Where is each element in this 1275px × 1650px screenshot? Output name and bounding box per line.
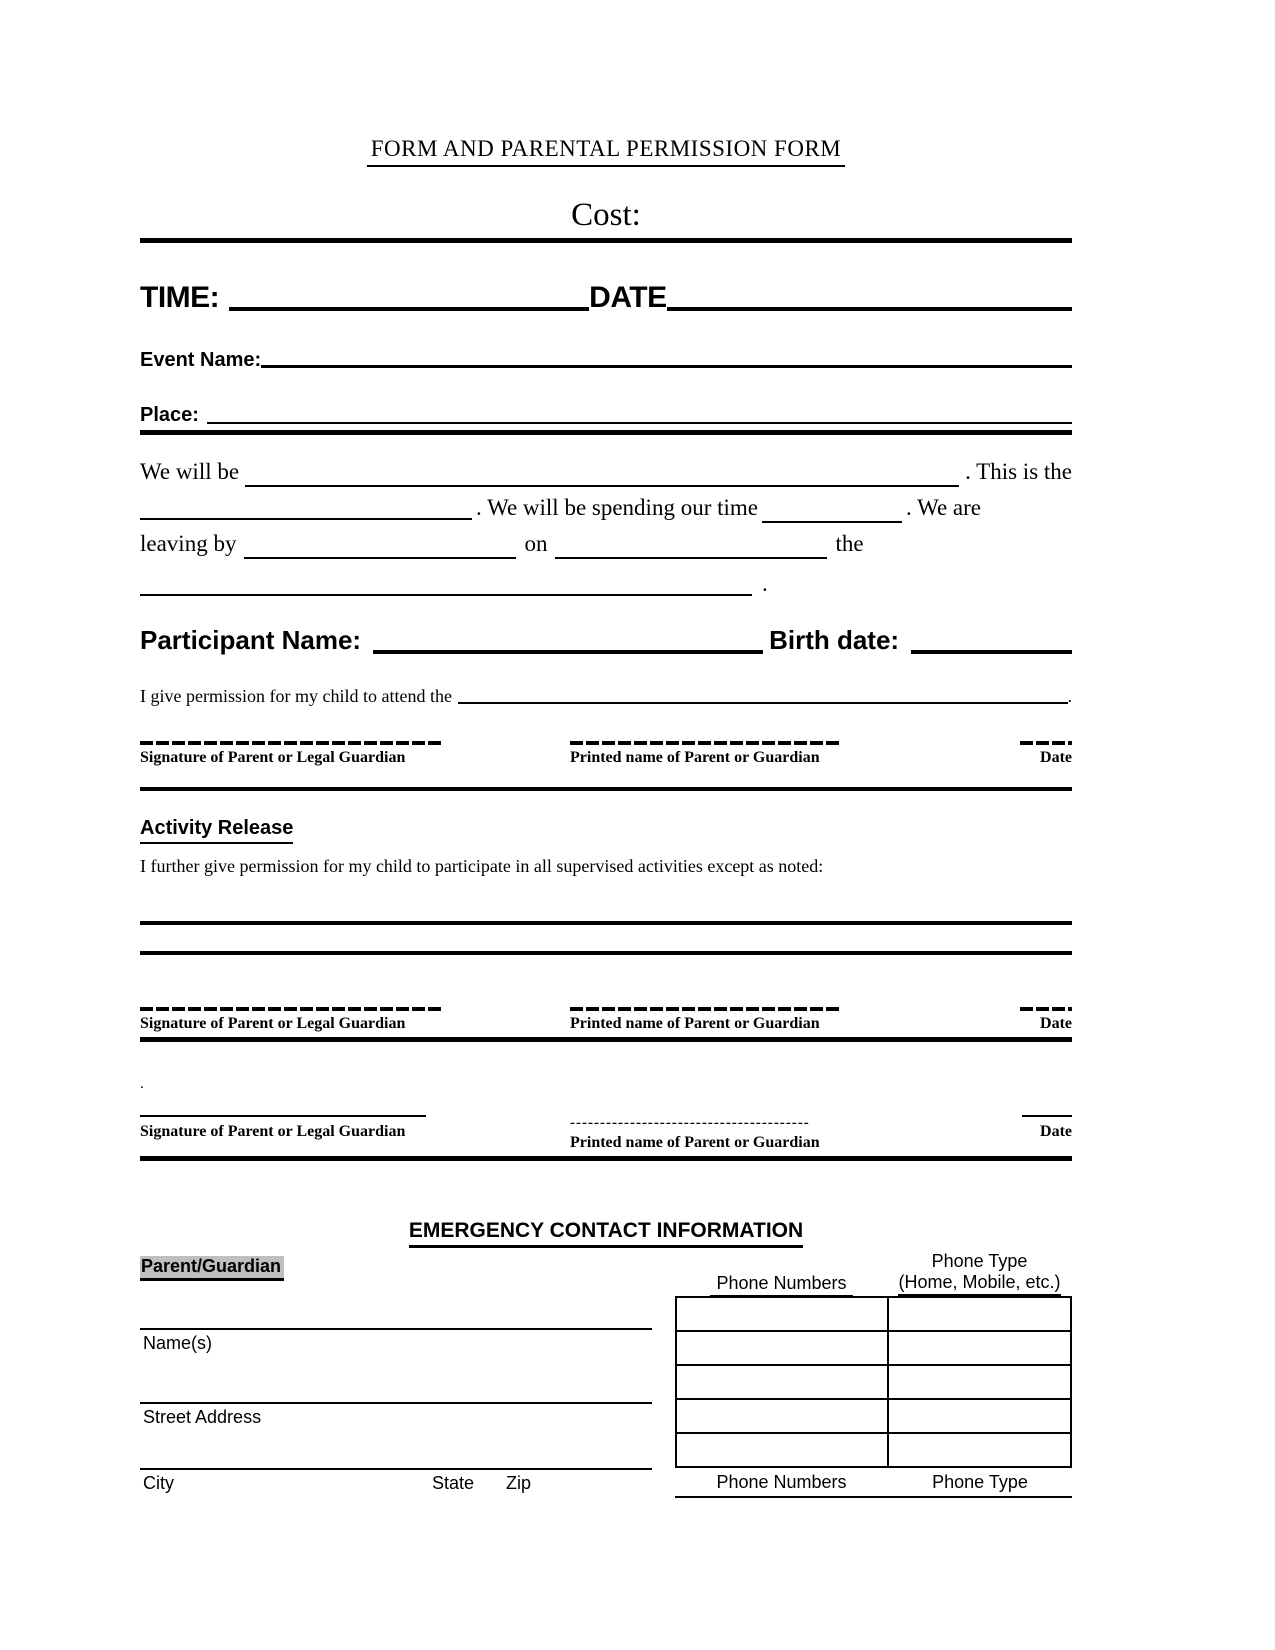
footer-phone-type-label: Phone Type [932,1472,1028,1492]
participant-name-blank[interactable] [373,650,763,654]
trip-text: . This is the [965,459,1072,484]
phone-type-header [882,1251,1077,1296]
trip-text: on [524,531,548,556]
section-divider [140,787,1072,791]
trip-blank-5[interactable] [555,557,827,559]
signature-label: Signature of Parent or Legal Guardian [140,749,406,766]
section-divider [140,1156,1072,1161]
date-label: Date [1040,1015,1072,1032]
date-label: Date [1040,749,1072,766]
city-label: City [143,1473,174,1493]
signature-label: Signature of Parent or Legal Guardian [140,1123,406,1140]
activity-release-text: I further give permission for my child to participate in all supervised activities except as noted: [140,856,824,876]
trip-text: . [762,571,768,596]
signature-blank[interactable] [140,1007,442,1011]
phone-numbers-header: Phone Numbers [710,1273,852,1297]
footer-phone-numbers-label: Phone Numbers [716,1472,847,1492]
phone-number-cell[interactable] [676,1365,888,1399]
trip-text: We will be [140,459,240,484]
printed-name-blank[interactable] [570,1007,842,1011]
stray-period: . [140,1076,144,1092]
page-title: FORM AND PARENTAL PERMISSION FORM [367,136,846,167]
phone-type-cell[interactable] [888,1331,1071,1365]
parent-guardian-label: Parent/Guardian [140,1256,284,1281]
trip-text: . We are [906,495,981,520]
event-name-label: Event Name: [140,349,262,371]
trip-text: . We will be spending our time [476,495,758,520]
phone-type-cell[interactable] [888,1399,1071,1433]
printed-name-label: Printed name of Parent or Guardian [570,1015,820,1032]
participant-name-label: Participant Name: [140,625,362,655]
signature-block-1 [140,741,1072,767]
trip-text: leaving by [140,531,237,556]
time-label: TIME: [140,281,220,314]
time-blank[interactable] [229,307,589,311]
printed-name-label: Printed name of Parent or Guardian [570,1134,820,1151]
place-blank[interactable] [207,422,1072,424]
state-label: State [432,1473,475,1493]
table-row [676,1433,1071,1467]
trip-text: the [835,531,864,556]
phone-type-header-line1: Phone Type [931,1251,1028,1271]
street-address-label: Street Address [143,1407,262,1427]
phone-table [675,1296,1072,1468]
signature-blank[interactable] [140,1115,426,1117]
event-name-blank[interactable] [261,365,1072,368]
cost-label: Cost: [571,197,641,233]
date-label: DATE [589,281,667,314]
phone-type-header-line2: (Home, Mobile, etc.) [898,1272,1060,1296]
section-divider [140,1037,1072,1042]
phone-type-cell[interactable] [888,1365,1071,1399]
date-blank[interactable] [1020,1007,1072,1011]
phone-type-cell[interactable] [888,1297,1071,1331]
trip-blank-2[interactable] [140,518,472,520]
trip-blank-6[interactable] [140,594,752,596]
street-address-blank[interactable] [140,1402,652,1404]
phone-number-cell[interactable] [676,1399,888,1433]
phone-type-cell[interactable] [888,1433,1071,1467]
printed-name-label: Printed name of Parent or Guardian [570,749,820,766]
signature-block-3 [140,1115,1072,1152]
permission-period: . [1067,686,1072,706]
zip-label: Zip [506,1473,532,1493]
phone-table-footer [675,1472,1072,1498]
signature-label: Signature of Parent or Legal Guardian [140,1015,406,1032]
phone-number-cell[interactable] [676,1433,888,1467]
activity-release-heading: Activity Release [140,817,293,844]
printed-name-dashes[interactable]: ---------------------------------------- [570,1115,810,1131]
date-blank[interactable] [1020,741,1072,745]
permission-blank[interactable] [458,702,1068,704]
trip-blank-1[interactable] [245,485,959,487]
table-row [676,1365,1071,1399]
date-blank[interactable] [667,307,1072,311]
place-label: Place: [140,404,199,426]
signature-block-2 [140,1007,1072,1033]
trip-blank-3[interactable] [762,521,902,523]
date-label: Date [1040,1123,1072,1140]
activity-write-in-line-2[interactable] [140,951,1072,955]
birth-date-label: Birth date: [769,625,900,655]
names-blank[interactable] [140,1328,652,1330]
trip-blank-4[interactable] [244,557,516,559]
emergency-heading: EMERGENCY CONTACT INFORMATION [409,1219,803,1248]
date-blank[interactable] [1022,1115,1072,1117]
table-row [676,1331,1071,1365]
cost-rule [140,238,1072,243]
permission-text: I give permission for my child to attend the [140,686,452,706]
trip-paragraph [140,457,1072,599]
place-rule [140,430,1072,435]
table-row [676,1297,1071,1331]
signature-blank[interactable] [140,741,442,745]
phone-number-cell[interactable] [676,1297,888,1331]
activity-write-in-line-1[interactable] [140,921,1072,925]
city-state-zip-blank[interactable] [140,1468,652,1470]
birth-date-blank[interactable] [911,650,1072,654]
table-row [676,1399,1071,1433]
phone-number-cell[interactable] [676,1331,888,1365]
printed-name-blank[interactable] [570,741,842,745]
emergency-contact-section [140,1251,1072,1516]
names-label: Name(s) [143,1333,213,1353]
